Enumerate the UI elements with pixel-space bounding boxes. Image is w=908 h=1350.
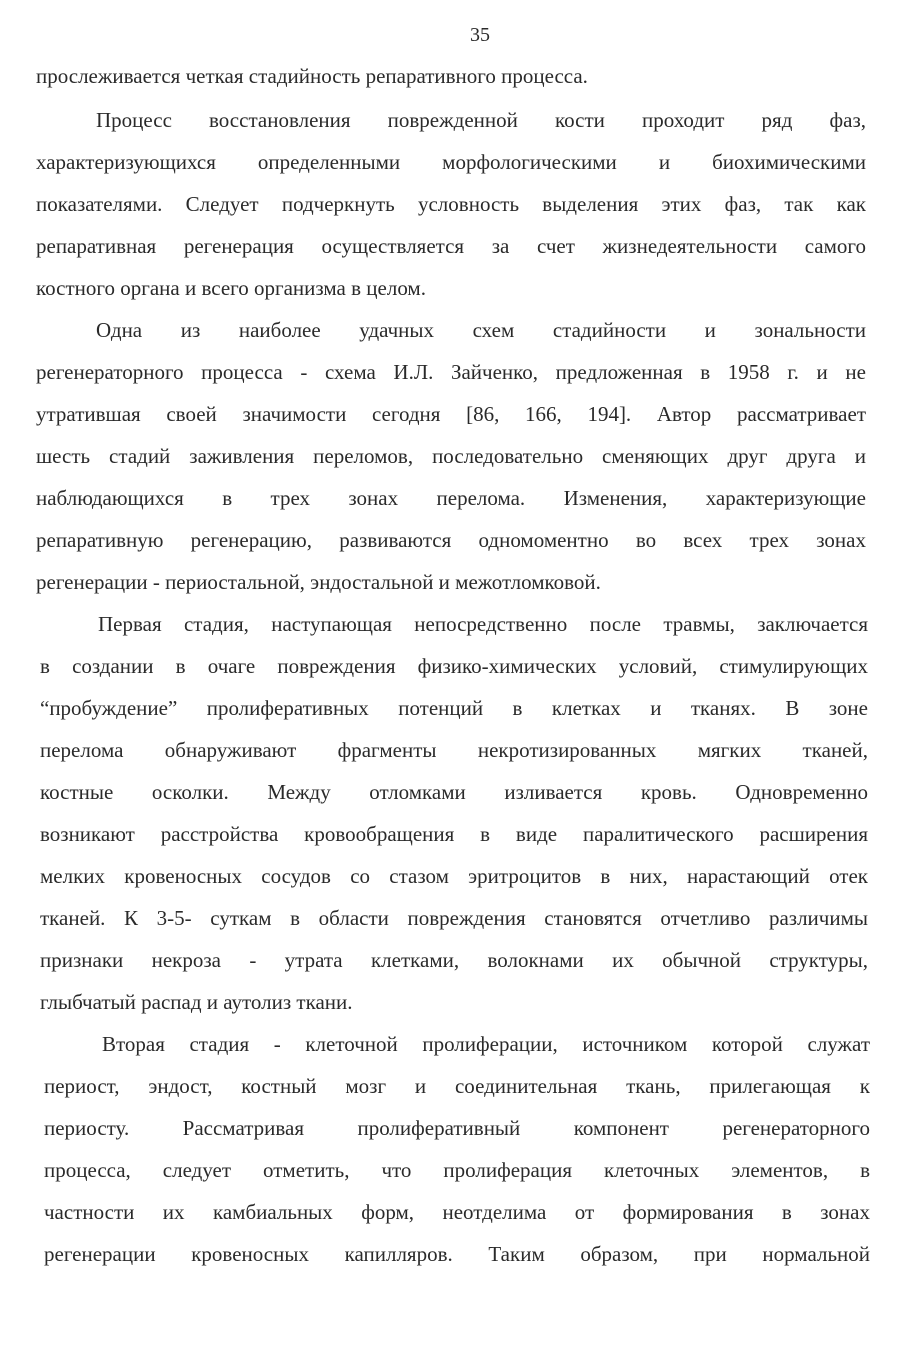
text-line: костного органа и всего организма в целом. <box>36 276 426 300</box>
text-line: наблюдающихся в трех зонах перелома. Изменения, характеризующие <box>36 486 866 510</box>
text-line: тканей. К 3-5- суткам в области повреждения становятся отчетливо различимы <box>40 906 868 930</box>
text-line: периосту. Рассматривая пролиферативный компонент регенераторного <box>44 1116 870 1140</box>
text-line: возникают расстройства кровообращения в виде паралитического расширения <box>40 822 868 846</box>
text-line: Первая стадия, наступающая непосредственно после травмы, заключается <box>98 612 868 636</box>
text-line: “пробуждение” пролиферативных потенций в клетках и тканях. В зоне <box>40 696 868 720</box>
text-line: признаки некроза - утрата клетками, волокнами их обычной структуры, <box>40 948 868 972</box>
text-line: Процесс восстановления поврежденной кости проходит ряд фаз, <box>96 108 866 132</box>
text-line: репаративную регенерацию, развиваются одномоментно во всех трех зонах <box>36 528 866 552</box>
text-line: периост, эндост, костный мозг и соединительная ткань, прилегающая к <box>44 1074 870 1098</box>
text-line: перелома обнаруживают фрагменты некротизированных мягких тканей, <box>40 738 868 762</box>
text-line: показателями. Следует подчеркнуть условность выделения этих фаз, так как <box>36 192 866 216</box>
text-line: шесть стадий заживления переломов, последовательно сменяющих друг друга и <box>36 444 866 468</box>
page-number: 35 <box>470 24 490 46</box>
text-line: мелких кровеносных сосудов со стазом эритроцитов в них, нарастающий отек <box>40 864 868 888</box>
text-line: Одна из наиболее удачных схем стадийности и зональности <box>96 318 866 342</box>
text-line: репаративная регенерация осуществляется за счет жизнедеятельности самого <box>36 234 866 258</box>
text-line: характеризующихся определенными морфологическими и биохимическими <box>36 150 866 174</box>
text-line: регенерации кровеносных капилляров. Таким образом, при нормальной <box>44 1242 870 1266</box>
text-line: прослеживается четкая стадийность репаративного процесса. <box>36 64 588 88</box>
text-line: регенераторного процесса - схема И.Л. Зайченко, предложенная в 1958 г. и не <box>36 360 866 384</box>
text-line: костные осколки. Между отломками изливается кровь. Одновременно <box>40 780 868 804</box>
text-line: в создании в очаге повреждения физико-химических условий, стимулирующих <box>40 654 868 678</box>
text-line: регенерации - периостальной, эндостальной и межотломковой. <box>36 570 601 594</box>
text-line: частности их камбиальных форм, неотделима от формирования в зонах <box>44 1200 870 1224</box>
text-line: процесса, следует отметить, что пролиферация клеточных элементов, в <box>44 1158 870 1182</box>
text-line: Вторая стадия - клеточной пролиферации, источником которой служат <box>102 1032 870 1056</box>
text-line: глыбчатый распад и аутолиз ткани. <box>40 990 353 1014</box>
text-line: утратившая своей значимости сегодня [86, 166, 194]. Автор рассматривает <box>36 402 866 426</box>
